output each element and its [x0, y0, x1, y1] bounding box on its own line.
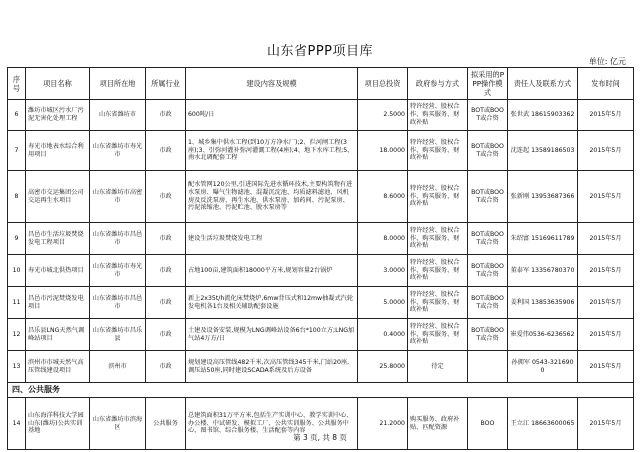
cell-industry: 市政: [146, 287, 186, 319]
page-footer: 第 3 页, 共 8 页: [293, 433, 347, 442]
table-row: [8, 287, 634, 319]
cell-no: 9: [8, 223, 26, 255]
cell-investment: 18.0000: [358, 131, 408, 171]
table-row: [8, 319, 634, 351]
document-title: 山东省PPP项目库: [266, 44, 374, 59]
header-industry: 所属行业: [146, 68, 186, 100]
cell-gov: 特许经营、股权合作、购买服务、财政补贴: [408, 223, 468, 255]
cell-investment: 2.5000: [358, 100, 408, 131]
cell-content: 配水管网120公里,引进国际先进水循环技术,主要构筑物有进水泵房、曝气生物滤池、混凝沉淀池、均质滤料滤池、风机房及反洗泵房、再生水池、供水泵房、加药间、污泥泵房、污泥浓缩池、污泥贮池、脱水泵房等: [186, 171, 358, 223]
cell-mode: [468, 351, 508, 383]
cell-investment: 25.8000: [358, 351, 408, 383]
cell-no: 11: [8, 287, 26, 319]
cell-name: 昌邑市污泥焚烧发电项目: [26, 287, 90, 319]
cell-date: 2015年5月: [578, 131, 634, 171]
cell-date: 2015年5月: [578, 255, 634, 287]
table-row: [8, 223, 634, 255]
cell-contact: 姜利国 13853635906: [508, 287, 578, 319]
cell-date: 2015年5月: [578, 287, 634, 319]
cell-content: 规划建设高压管线482千米,次高压管线345千米,门站20座,调压站50座,同时建设SCADA系统及后方设备: [186, 351, 358, 383]
cell-location: 山东省潍坊市昌邑市: [90, 223, 146, 255]
cell-mode: BOT或BOOT或合资: [468, 319, 508, 351]
cell-contact: 张世武 18615903362: [508, 100, 578, 131]
cell-name: 寿光市地表水综合利用项目: [26, 131, 90, 171]
cell-contact: 沈连起 13589186503: [508, 131, 578, 171]
cell-no: 14: [8, 398, 26, 450]
cell-no: 12: [8, 319, 26, 351]
cell-location: 山东省潍坊市滨海区: [90, 398, 146, 450]
cell-investment: 5.0000: [358, 287, 408, 319]
cell-content: 总建筑面积31万平方米,包括生产实训中心、教学实训中心、办公楼、中试研发、模拟工厂、公共实训服务、公共服务中心、图书馆、综合服务楼、生活配套等内容: [186, 398, 358, 450]
header-name: 项目名称: [26, 68, 90, 100]
cell-gov: 购买服务、政府补贴、匹配资源: [408, 398, 468, 450]
table-row: [8, 131, 634, 171]
cell-content: 占地100亩,建筑面积18000平方米,规划容量2台锅炉: [186, 255, 358, 287]
cell-location: 山东省潍坊市昌邑市: [90, 287, 146, 319]
cell-industry: 市政: [146, 319, 186, 351]
cell-contact: 朱绍富 15169611789: [508, 223, 578, 255]
unit-label: 单位: 亿元: [588, 57, 626, 66]
cell-name: 昌乐县LNG天然气调峰站项目: [26, 319, 90, 351]
header-date: 发布时间: [578, 68, 634, 100]
cell-content: 1、城乡集中供水工程(到10万方净水厂);2、拦河闸工程(3座);3、引弥河灌补弥河灌溉工程(4座);4、地下水库工程;5、南水北调配套工程: [186, 131, 358, 171]
cell-mode: BOT或BOOT或合资: [468, 255, 508, 287]
header-mode: 拟采用的PPP操作模式: [468, 68, 508, 100]
cell-gov: 特许经营、股权合作、购买服务、财政补贴: [408, 131, 468, 171]
cell-industry: 市政: [146, 255, 186, 287]
cell-gov: 特许经营、股权合作、购买服务、财政补贴: [408, 319, 468, 351]
cell-mode: BOT或BOOT或合资: [468, 100, 508, 131]
header-gov: 政府参与方式: [408, 68, 468, 100]
table-row: [8, 171, 634, 223]
cell-mode: BOT或BOOT或合资: [468, 223, 508, 255]
cell-date: 2015年5月: [578, 398, 634, 450]
cell-date: 2015年5月: [578, 351, 634, 383]
cell-contact: 孙拥军 0543-3216900: [508, 351, 578, 383]
cell-industry: 市政: [146, 351, 186, 383]
cell-gov: 特许经营、股权合作、购买服务、财政补贴: [408, 255, 468, 287]
cell-industry: 市政: [146, 131, 186, 171]
cell-contact: 张新刚 13953687366: [508, 171, 578, 223]
cell-gov: 待定: [408, 351, 468, 383]
cell-contact: 董泰军 13356780370: [508, 255, 578, 287]
table-header-row: [8, 68, 634, 100]
cell-industry: 市政: [146, 100, 186, 131]
table-row: [8, 255, 634, 287]
cell-investment: 8.0000: [358, 223, 408, 255]
cell-mode: BOT或BOOT或合资: [468, 131, 508, 171]
cell-date: 2015年5月: [578, 223, 634, 255]
cell-no: 13: [8, 351, 26, 383]
cell-industry: 公共服务: [146, 398, 186, 450]
cell-name: 滨州市市城天然气高压管线建设项目: [26, 351, 90, 383]
cell-investment: 3.0000: [358, 255, 408, 287]
header-content: 建设内容及规模: [186, 68, 358, 100]
cell-location: 山东省潍坊市昌乐县: [90, 319, 146, 351]
cell-name: 高密市交运集团公司交运再生水项目: [26, 171, 90, 223]
cell-content: 600吨/日: [186, 100, 358, 131]
cell-investment: 0.4000: [358, 319, 408, 351]
section-row: [8, 383, 634, 398]
cell-date: 2015年5月: [578, 171, 634, 223]
cell-industry: 市政: [146, 171, 186, 223]
cell-gov: 特许经营、股权合作、购买服务、财政补贴: [408, 287, 468, 319]
cell-location: 山东省潍坊市: [90, 100, 146, 131]
cell-name: 寿光市城北供热项目: [26, 255, 90, 287]
header-contact: 责任人及联系方式: [508, 68, 578, 100]
header-location: 项目所在地: [90, 68, 146, 100]
cell-content: 土建及设备安装,规模为LNG调峰站设备6台*100立方;LNG加气站4万方/日: [186, 319, 358, 351]
cell-gov: 特许经营、股权合作、购买服务、财政补贴: [408, 171, 468, 223]
table-row: [8, 351, 634, 383]
cell-no: 7: [8, 131, 26, 171]
cell-contact: 王立江 18663600065: [508, 398, 578, 450]
header-investment: 项目总投资: [358, 68, 408, 100]
cell-industry: 市政: [146, 223, 186, 255]
cell-contact: 崔爱伟0536-6236562: [508, 319, 578, 351]
cell-mode: BOT或BOOT或合资: [468, 287, 508, 319]
ppp-project-table: [7, 67, 634, 450]
cell-investment: 8.6000: [358, 171, 408, 223]
table-row: [8, 100, 634, 131]
cell-no: 10: [8, 255, 26, 287]
cell-location: 山东省潍坊市寿光市: [90, 131, 146, 171]
cell-no: 6: [8, 100, 26, 131]
cell-content: 建设生活垃圾焚烧发电工程: [186, 223, 358, 255]
cell-investment: 21.2000: [358, 398, 408, 450]
cell-mode: BOT或BOOT或合资: [468, 171, 508, 223]
cell-mode: BOO: [468, 398, 508, 450]
cell-name: 潍坊市城区污水厂污泥无害化处理工程: [26, 100, 90, 131]
section-heading: 四、公共服务: [8, 383, 634, 398]
cell-no: 8: [8, 171, 26, 223]
cell-content: 新上2x35t/h流化床焚烧炉,6mw背压式和12mw抽凝式汽轮发电机各1台及相关辅助配套设施: [186, 287, 358, 319]
cell-date: 2015年5月: [578, 319, 634, 351]
cell-location: 滨州市: [90, 351, 146, 383]
header-no: 序号: [8, 68, 26, 100]
cell-date: 2015年5月: [578, 100, 634, 131]
cell-location: 山东省潍坊市高密市: [90, 171, 146, 223]
cell-name: 昌邑市生活垃圾焚烧发电工程项目: [26, 223, 90, 255]
cell-name: 山东海洋科技大学园山东(潍坊)公共实训基地: [26, 398, 90, 450]
cell-location: 山东省潍坊市寿光市: [90, 255, 146, 287]
cell-gov: 特许经营、股权合作、购买服务、财政补贴: [408, 100, 468, 131]
